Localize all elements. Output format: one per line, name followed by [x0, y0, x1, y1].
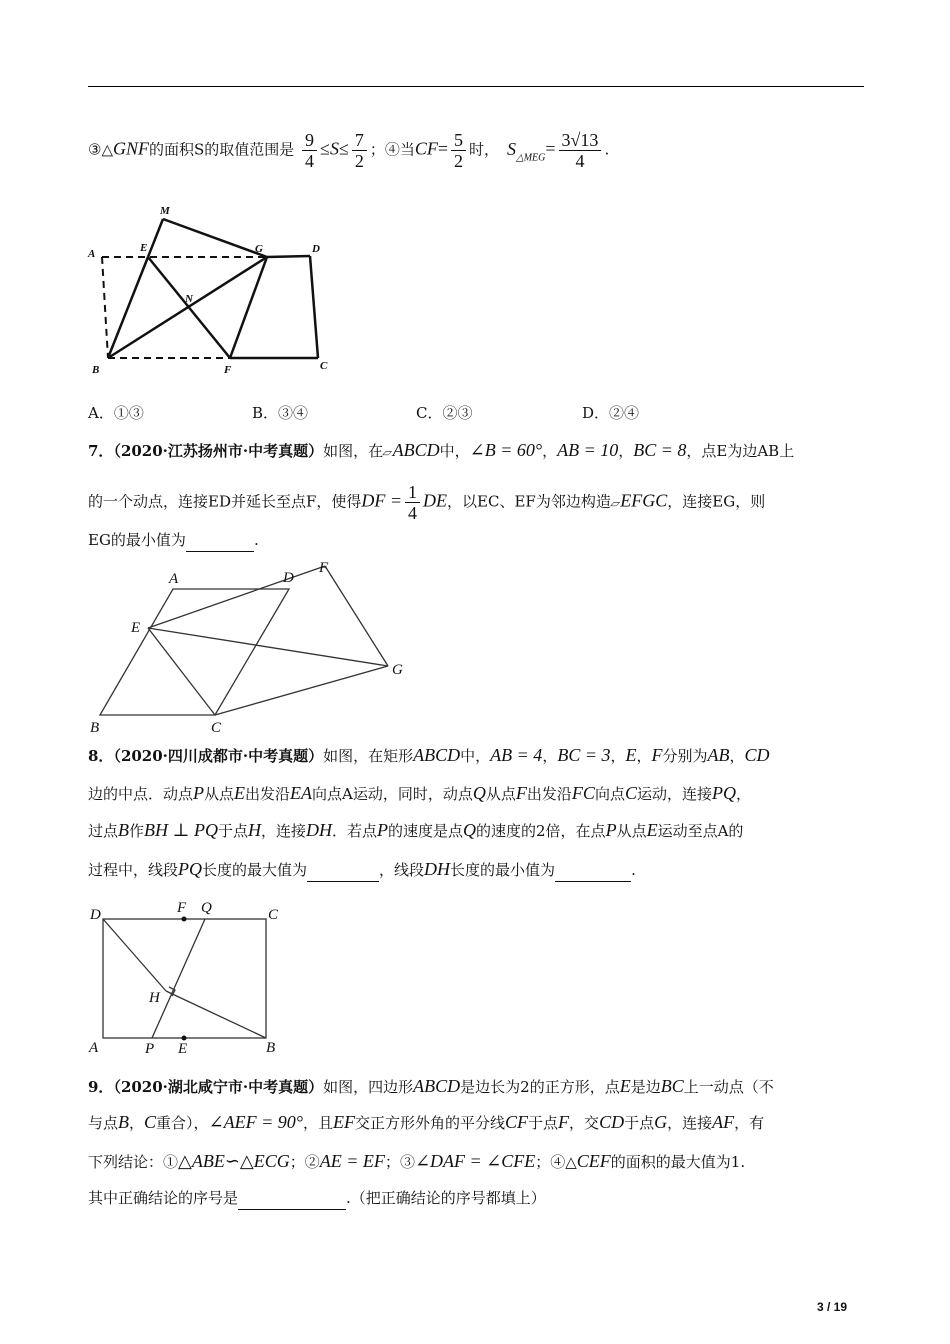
q7-line-3: EG的最小值为 .	[88, 528, 259, 552]
q7-line-2: 的一个动点，连接ED并延长至点F，使得DF = $\frac{1}{4}$ DE，以EC、EF为邻边构造▱EFGC，连接EG，则	[88, 482, 766, 523]
label-b: B	[90, 720, 100, 736]
fraction: $\frac{7}{2}$	[352, 130, 367, 171]
label-e: E	[178, 1041, 188, 1057]
q6-figure	[80, 195, 340, 380]
label-g: G	[392, 662, 403, 678]
answer-blank[interactable]	[186, 533, 254, 552]
q9-line-4: 其中正确结论的序号是 .（把正确结论的序号都填上）	[88, 1186, 546, 1210]
label-q: Q	[201, 900, 212, 916]
choice-d: D．②④	[582, 404, 640, 422]
page-number: 3 / 19	[817, 1300, 848, 1314]
q9-line-1: 9．（2020·湖北咸宁市·中考真题）如图，四边形ABCD是边长为2的正方形，点E是边BC上一动点（不	[88, 1076, 774, 1096]
q6-math: GNF	[112, 138, 149, 159]
fraction: $\frac{3√13}{4}$	[559, 130, 602, 171]
q8-line-4: 过程中，线段PQ长度的最大值为 ，线段DH长度的最小值为 .	[88, 857, 636, 882]
question-source: （2020·江苏扬州市·中考真题）	[113, 442, 324, 460]
label-b: B	[266, 1040, 276, 1056]
label-a: A	[89, 1040, 99, 1056]
label-c: C	[211, 720, 222, 736]
q6-statement-line: ③△GNF的面积S的取值范围是 $\frac{9}{4}$ ≤S≤ $\frac{7}{2}$ ；④当CF= $\frac{5}{2}$ 时， $S_{\triangle MEG}=$ $\frac{3√13}{4}$ .	[88, 130, 610, 171]
fraction: $\frac{9}{4}$	[302, 130, 317, 171]
label-e: E	[140, 242, 148, 254]
answer-blank[interactable]	[238, 1191, 346, 1210]
label-b: B	[92, 364, 100, 376]
label-c: C	[320, 360, 328, 372]
question-number: 7．	[88, 442, 114, 460]
q6-text: 的面积S的取值范围是	[148, 140, 295, 159]
header-rule	[88, 86, 864, 87]
question-source: （2020·四川成都市·中考真题）	[113, 747, 324, 765]
label-a: A	[88, 248, 96, 260]
q6-text: ③△	[88, 140, 113, 159]
label-d: D	[312, 243, 320, 255]
q7-line-1: 7．（2020·江苏扬州市·中考真题）如图，在▱ABCD中，∠B = 60°，AB = 10，BC = 8，点E为边AB上	[88, 438, 794, 465]
label-p: P	[145, 1041, 155, 1057]
q9-line-2: 与点B，C重合），∠AEF = 90°，且EF交正方形外角的平分线CF于点F，交CD于点G，连接AF，有	[88, 1112, 765, 1132]
label-n: N	[185, 293, 193, 305]
label-d: D	[283, 570, 294, 586]
label-f: F	[224, 364, 232, 376]
answer-blank[interactable]	[307, 863, 379, 882]
q8-figure	[85, 895, 295, 1060]
choice-c: C．②③	[416, 404, 473, 422]
label-g: G	[255, 243, 263, 255]
question-number: 8．	[88, 747, 114, 765]
label-f: F	[177, 900, 187, 916]
fraction: $\frac{5}{2}$	[451, 130, 466, 171]
label-c: C	[268, 907, 279, 923]
q7-figure	[85, 560, 415, 740]
question-number: 9．	[88, 1078, 114, 1096]
q8-line-3: 过点B作BH ⊥ PQ于点H，连接DH．若点P的速度是点Q的速度的2倍，在点P从点E运动至点A的	[88, 820, 744, 840]
label-a: A	[169, 571, 179, 587]
fraction: $\frac{1}{4}$	[405, 482, 420, 523]
answer-blank[interactable]	[555, 863, 631, 882]
parallelogram-icon: ▱	[380, 446, 395, 459]
q8-line-1: 8．（2020·四川成都市·中考真题）如图，在矩形ABCD中，AB = 4，BC = 3，E，F分别为AB，CD	[88, 745, 770, 765]
choice-a: A．①③	[88, 404, 144, 422]
q9-line-3: 下列结论：①△ABE∽△ECG；②AE = EF；③∠DAF = ∠CFE；④△CEF的面积的最大值为1.	[88, 1151, 746, 1171]
choice-b: B．③④	[252, 404, 309, 422]
label-f: F	[319, 560, 329, 576]
label-m: M	[160, 205, 170, 217]
q8-line-2: 边的中点．动点P从点E出发沿EA向点A运动，同时，动点Q从点F出发沿FC向点C运动，连接PQ，	[88, 783, 751, 803]
parallelogram-icon: ▱	[608, 496, 622, 510]
label-h: H	[149, 990, 160, 1006]
label-d: D	[90, 907, 101, 923]
label-e: E	[131, 620, 141, 636]
question-source: （2020·湖北咸宁市·中考真题）	[113, 1078, 324, 1096]
